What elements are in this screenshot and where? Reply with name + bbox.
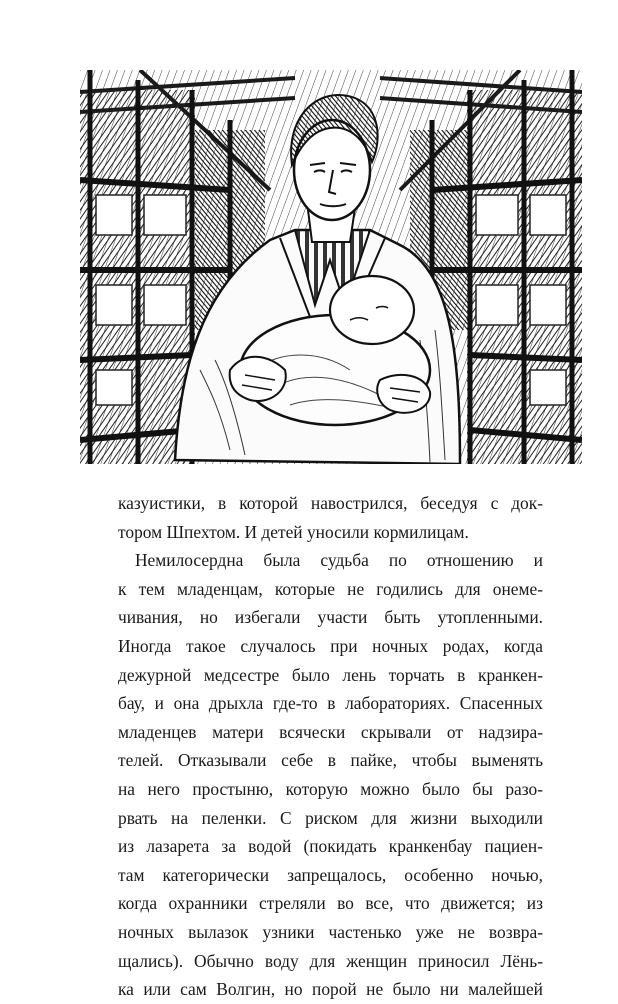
text-line-5: чивания, но избегали участи быть утопленными.: [118, 607, 543, 628]
text-line-18: ка или сам Волгин, но порой не было ни малейшей: [118, 979, 543, 1000]
text-line-6: Иногда такое случалось при ночных родах, когда: [118, 635, 543, 656]
text-line-17: щались). Обычно воду для женщин приносил Лёнь-: [118, 950, 543, 971]
text-line-8: бау, и она дрыхла где-то в лабораториях. Спасенных: [118, 693, 543, 714]
text-line-16: ночных вылазок узники частенько уже не возвра-: [118, 921, 543, 942]
illustration: [80, 70, 582, 464]
text-line-7: дежурной медсестре было лень торчать в кранкен-: [118, 664, 543, 685]
text-line-10: телей. Отказывали себе в пайке, чтобы выменять: [118, 750, 543, 771]
text-line-2: тором Шпехтом. И детей уносили кормилицам.: [118, 521, 469, 542]
text-line-14: там категорически запрещалось, особенно ночью,: [118, 864, 543, 885]
text-line-12: рвать на пеленки. С риском для жизни выходили: [118, 807, 543, 828]
text-line-9: младенцев матери всячески скрывали от надзира-: [118, 721, 543, 742]
text-line-15: когда охранники стреляли во все, что движется; из: [118, 893, 543, 914]
text-line-13: из лазарета за водой (покидать кранкенбау пациен-: [118, 836, 543, 857]
text-line-1: казуистики, в которой навострился, беседуя с док-: [118, 493, 543, 513]
illustration-drawing: [80, 70, 582, 464]
book-text: [118, 489, 543, 1004]
text-line-11: на него простыню, которую можно было бы разо-: [118, 778, 543, 799]
text-line-3: Немилосердна была судьба по отношению и: [135, 550, 543, 571]
text-line-4: к тем младенцам, которые не годились для онеме-: [118, 578, 543, 599]
